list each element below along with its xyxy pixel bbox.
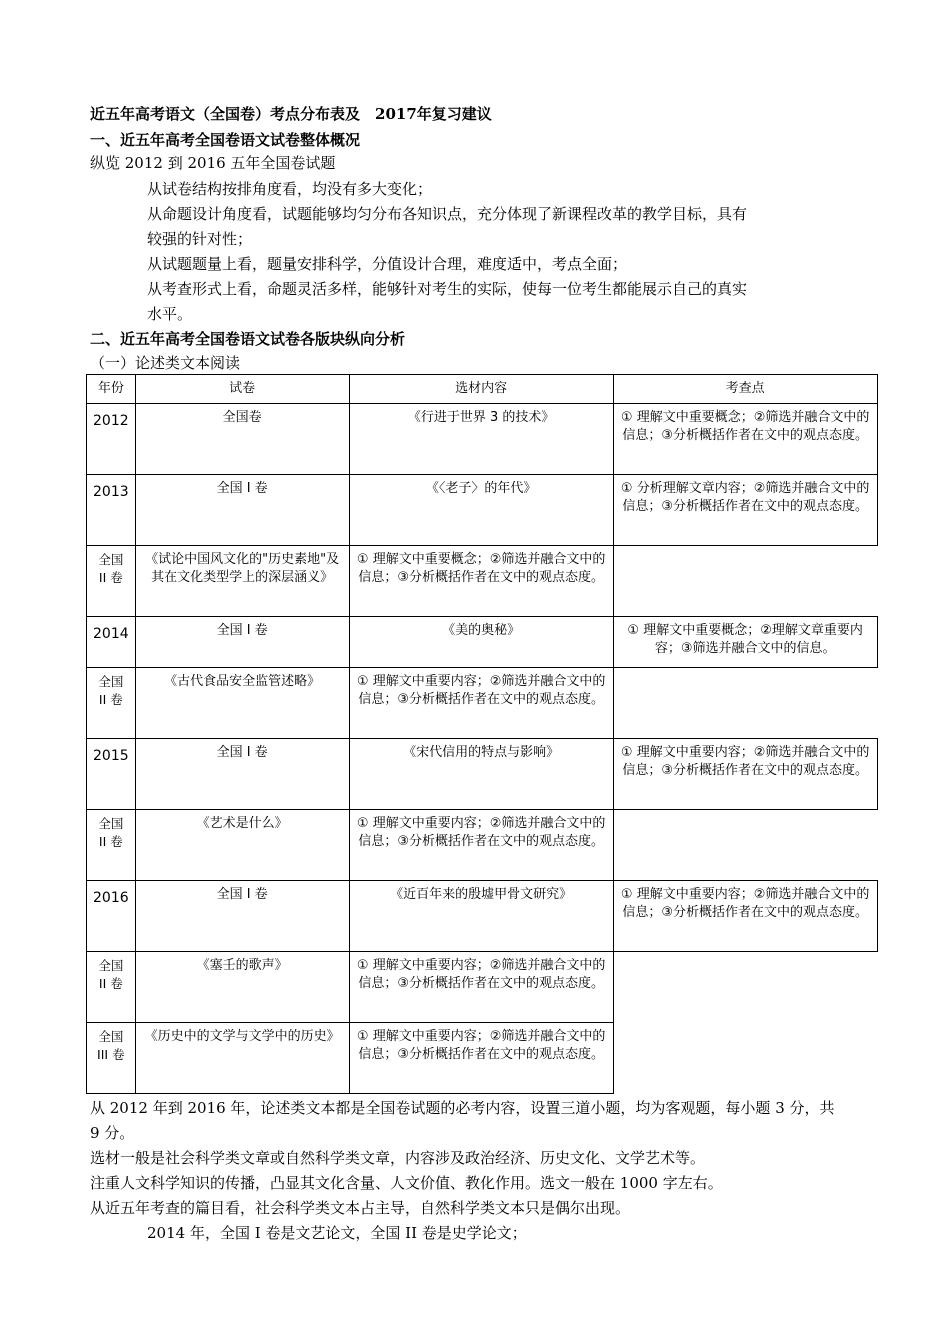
points-cell: ① 理解文中重要内容；②筛选并融合文中的信息；③分析概括作者在文中的观点态度。 xyxy=(349,1023,613,1094)
paper-cell: 全国 I 卷 xyxy=(135,475,349,546)
points-cell: ① 理解文中重要内容；②筛选并融合文中的信息；③分析概括作者在文中的观点态度。 xyxy=(349,810,613,881)
table-row xyxy=(87,475,878,546)
section2-heading: 二、近五年高考全国卷语文试卷各版块纵向分析 xyxy=(90,330,406,348)
table-row xyxy=(87,1023,878,1094)
year-cell: 2016 xyxy=(87,881,136,952)
points-cell: ① 分析理解文章内容；②筛选并融合文中的信息；③分析概括作者在文中的观点态度。 xyxy=(613,475,877,546)
material-cell: 《历史中的文学与文学中的历史》 xyxy=(135,1023,349,1094)
empty-cell xyxy=(613,546,877,617)
paper-cell: 全国 II 卷 xyxy=(87,952,136,1023)
points-cell: ① 理解文中重要内容；②筛选并融合文中的信息；③分析概括作者在文中的观点态度。 xyxy=(613,739,877,810)
material-cell: 《艺术是什么》 xyxy=(135,810,349,881)
header-year: 年份 xyxy=(87,375,136,404)
header-paper: 试卷 xyxy=(135,375,349,404)
table-header-row xyxy=(87,375,878,404)
paper-cell: 全国 I 卷 xyxy=(135,739,349,810)
points-cell: ① 理解文中重要内容；②筛选并融合文中的信息；③分析概括作者在文中的观点态度。 xyxy=(349,668,613,739)
header-points: 考查点 xyxy=(613,375,877,404)
overview-point: 从试卷结构按排角度看，均没有多大变化； xyxy=(147,180,433,198)
material-cell: 《美的奥秘》 xyxy=(349,617,613,668)
table-row xyxy=(87,668,878,739)
analysis-paragraph: 选材一般是社会科学类文章或自然科学类文章，内容涉及政治经济、历史文化、文学艺术等。 xyxy=(90,1149,706,1167)
points-cell: ① 理解文中重要内容；②筛选并融合文中的信息；③分析概括作者在文中的观点态度。 xyxy=(349,952,613,1023)
section1-heading: 一、近五年高考全国卷语文试卷整体概况 xyxy=(90,131,361,149)
year-cell: 2012 xyxy=(87,404,136,475)
table-row xyxy=(87,881,878,952)
exam-points-table xyxy=(86,374,878,1094)
empty-cell xyxy=(613,1023,877,1094)
paper-cell: 全国 III 卷 xyxy=(87,1023,136,1094)
year-cell: 2014 xyxy=(87,617,136,668)
paper-cell: 全国 I 卷 xyxy=(135,617,349,668)
material-cell: 《宋代信用的特点与影响》 xyxy=(349,739,613,810)
analysis-paragraph: 2014 年，全国 I 卷是文艺论文，全国 II 卷是史学论文； xyxy=(147,1224,527,1242)
paper-cell: 全国卷 xyxy=(135,404,349,475)
header-material: 选材内容 xyxy=(349,375,613,404)
points-cell: ① 理解文中重要概念；②理解文章重要内容；③筛选并融合文中的信息。 xyxy=(613,617,877,668)
material-cell: 《古代食品安全监管述略》 xyxy=(135,668,349,739)
overview-point: 从考查形式上看，命题灵活多样，能够针对考生的实际，使每一位考生都能展示自己的真实 xyxy=(147,280,748,298)
paper-cell: 全国 II 卷 xyxy=(87,810,136,881)
document-title: 近五年高考语文（全国卷）考点分布表及 2017年复习建议 xyxy=(90,105,492,123)
analysis-paragraph: 从 2012 年到 2016 年，论述类文本都是全国卷试题的必考内容，设置三道小题，均为客观题，每小题 3 分，共 xyxy=(90,1099,835,1117)
paper-cell: 全国 I 卷 xyxy=(135,881,349,952)
subsection-heading: （一）论述类文本阅读 xyxy=(90,354,241,372)
section1-intro: 纵览 2012 到 2016 五年全国卷试题 xyxy=(90,154,336,172)
table-row xyxy=(87,810,878,881)
points-cell: ① 理解文中重要概念；②筛选并融合文中的信息；③分析概括作者在文中的观点态度。 xyxy=(613,404,877,475)
material-cell: 《塞壬的歌声》 xyxy=(135,952,349,1023)
table-row xyxy=(87,617,878,668)
material-cell: 《近百年来的殷墟甲骨文研究》 xyxy=(349,881,613,952)
overview-point: 水平。 xyxy=(147,305,193,323)
table-row xyxy=(87,404,878,475)
analysis-paragraph: 9 分。 xyxy=(90,1124,135,1142)
year-cell: 2013 xyxy=(87,475,136,546)
material-cell: 《行进于世界 3 的技术》 xyxy=(349,404,613,475)
analysis-paragraph: 从近五年考查的篇目看，社会科学类文本占主导，自然科学类文本只是偶尔出现。 xyxy=(90,1199,631,1217)
material-cell: 《试论中国风文化的"历史素地"及其在文化类型学上的深层涵义》 xyxy=(135,546,349,617)
material-cell: 《〈老子〉的年代》 xyxy=(349,475,613,546)
empty-cell xyxy=(613,952,877,1023)
paper-cell: 全国 II 卷 xyxy=(87,546,136,617)
analysis-paragraph: 注重人文科学知识的传播，凸显其文化含量、人文价值、教化作用。选文一般在 1000 字左右。 xyxy=(90,1174,723,1192)
overview-point: 从试题题量上看，题量安排科学，分值设计合理，难度适中，考点全面； xyxy=(147,255,628,273)
year-cell: 2015 xyxy=(87,739,136,810)
points-cell: ① 理解文中重要概念；②筛选并融合文中的信息；③分析概括作者在文中的观点态度。 xyxy=(349,546,613,617)
table-row xyxy=(87,952,878,1023)
empty-cell xyxy=(613,810,877,881)
points-cell: ① 理解文中重要内容；②筛选并融合文中的信息；③分析概括作者在文中的观点态度。 xyxy=(613,881,877,952)
table-row xyxy=(87,739,878,810)
overview-point: 较强的针对性； xyxy=(147,230,253,248)
overview-point: 从命题设计角度看，试题能够均匀分布各知识点，充分体现了新课程改革的教学目标，具有 xyxy=(147,205,748,223)
table-row xyxy=(87,546,878,617)
paper-cell: 全国 II 卷 xyxy=(87,668,136,739)
empty-cell xyxy=(613,668,877,739)
